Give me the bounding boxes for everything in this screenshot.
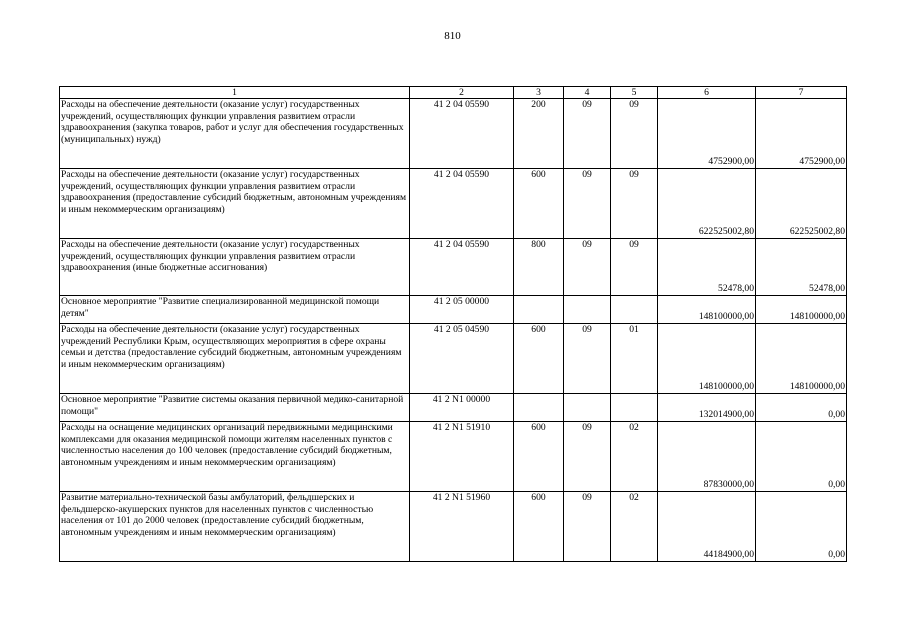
row-col5: 09 xyxy=(611,99,658,169)
row-col3: 600 xyxy=(514,422,564,492)
row-col5: 09 xyxy=(611,239,658,296)
row-amount-6: 622525002,80 xyxy=(658,169,756,239)
row-amount-7: 52478,00 xyxy=(756,239,847,296)
row-col3: 600 xyxy=(514,169,564,239)
row-amount-7: 622525002,80 xyxy=(756,169,847,239)
row-amount-6: 52478,00 xyxy=(658,239,756,296)
row-col4: 09 xyxy=(564,239,611,296)
row-col4 xyxy=(564,394,611,422)
table-row xyxy=(60,99,847,169)
row-target-code: 41 2 04 05590 xyxy=(410,239,514,296)
row-description: Расходы на обеспечение деятельности (оказание услуг) государственных учреждений, осуществляющих функции управления развитием отрасли здравоохранения (закупка товаров, работ и услуг для обеспечения государственных (муниципальных) нужд) xyxy=(60,99,410,169)
header-cell-6: 6 xyxy=(658,87,756,99)
header-cell-2: 2 xyxy=(410,87,514,99)
table-header-row xyxy=(60,87,847,99)
row-col4 xyxy=(564,296,611,324)
table-row xyxy=(60,296,847,324)
row-col4: 09 xyxy=(564,169,611,239)
row-col4: 09 xyxy=(564,492,611,562)
row-col3: 600 xyxy=(514,324,564,394)
row-description: Основное мероприятие "Развитие специализированной медицинской помощи детям" xyxy=(60,296,410,324)
row-col4: 09 xyxy=(564,324,611,394)
row-description: Развитие материально-технической базы амбулаторий, фельдшерских и фельдшерско-акушерских пунктов для населенных пунктов с численностью населения от 101 до 2000 человек (предоставление субсидий бюджетным, автономным учреждениям и иным некоммерческим организациям) xyxy=(60,492,410,562)
row-amount-6: 148100000,00 xyxy=(658,324,756,394)
budget-table xyxy=(59,86,847,562)
row-col3 xyxy=(514,394,564,422)
row-col3: 800 xyxy=(514,239,564,296)
table-row xyxy=(60,239,847,296)
table-row xyxy=(60,324,847,394)
row-target-code: 41 2 05 04590 xyxy=(410,324,514,394)
row-col3 xyxy=(514,296,564,324)
row-target-code: 41 2 N1 00000 xyxy=(410,394,514,422)
row-col5: 02 xyxy=(611,492,658,562)
row-amount-7: 0,00 xyxy=(756,394,847,422)
row-description: Расходы на обеспечение деятельности (оказание услуг) государственных учреждений, осуществляющих функции управления развитием отрасли здравоохранения (предоставление субсидий бюджетным, автономным учреждениям и иным некоммерческим организациям) xyxy=(60,169,410,239)
row-description: Расходы на обеспечение деятельности (оказание услуг) государственных учреждений, осуществляющих функции управления развитием отрасли здравоохранения (иные бюджетные ассигнования) xyxy=(60,239,410,296)
row-target-code: 41 2 N1 51910 xyxy=(410,422,514,492)
row-description: Расходы на обеспечение деятельности (оказание услуг) государственных учреждений Республики Крым, осуществляющих мероприятия в сфере охраны семьи и детства (предоставление субсидий бюджетным, автономным учреждениям и иным некоммерческим организациям) xyxy=(60,324,410,394)
table-row xyxy=(60,422,847,492)
row-amount-7: 4752900,00 xyxy=(756,99,847,169)
row-target-code: 41 2 N1 51960 xyxy=(410,492,514,562)
table-row xyxy=(60,492,847,562)
row-description: Основное мероприятие "Развитие системы оказания первичной медико-санитарной помощи" xyxy=(60,394,410,422)
row-amount-7: 0,00 xyxy=(756,492,847,562)
table-row xyxy=(60,394,847,422)
table-row xyxy=(60,169,847,239)
row-amount-6: 4752900,00 xyxy=(658,99,756,169)
header-cell-1: 1 xyxy=(60,87,410,99)
row-col4: 09 xyxy=(564,99,611,169)
row-col5: 02 xyxy=(611,422,658,492)
row-target-code: 41 2 05 00000 xyxy=(410,296,514,324)
row-amount-6: 87830000,00 xyxy=(658,422,756,492)
row-col5 xyxy=(611,394,658,422)
row-col5: 09 xyxy=(611,169,658,239)
row-col3: 200 xyxy=(514,99,564,169)
row-description: Расходы на оснащение медицинских организаций передвижными медицинскими комплексами для оказания медицинской помощи жителям населенных пунктов с численностью населения до 100 человек (предоставление субсидий бюджетным, автономным учреждениям и иным некоммерческим организациям) xyxy=(60,422,410,492)
header-cell-7: 7 xyxy=(756,87,847,99)
row-amount-6: 44184900,00 xyxy=(658,492,756,562)
row-target-code: 41 2 04 05590 xyxy=(410,99,514,169)
row-col3: 600 xyxy=(514,492,564,562)
row-col4: 09 xyxy=(564,422,611,492)
row-amount-6: 148100000,00 xyxy=(658,296,756,324)
row-amount-7: 148100000,00 xyxy=(756,296,847,324)
row-target-code: 41 2 04 05590 xyxy=(410,169,514,239)
row-amount-6: 132014900,00 xyxy=(658,394,756,422)
row-col5: 01 xyxy=(611,324,658,394)
header-cell-4: 4 xyxy=(564,87,611,99)
header-cell-3: 3 xyxy=(514,87,564,99)
header-cell-5: 5 xyxy=(611,87,658,99)
row-col5 xyxy=(611,296,658,324)
row-amount-7: 148100000,00 xyxy=(756,324,847,394)
row-amount-7: 0,00 xyxy=(756,422,847,492)
page-number: 810 xyxy=(444,30,461,42)
